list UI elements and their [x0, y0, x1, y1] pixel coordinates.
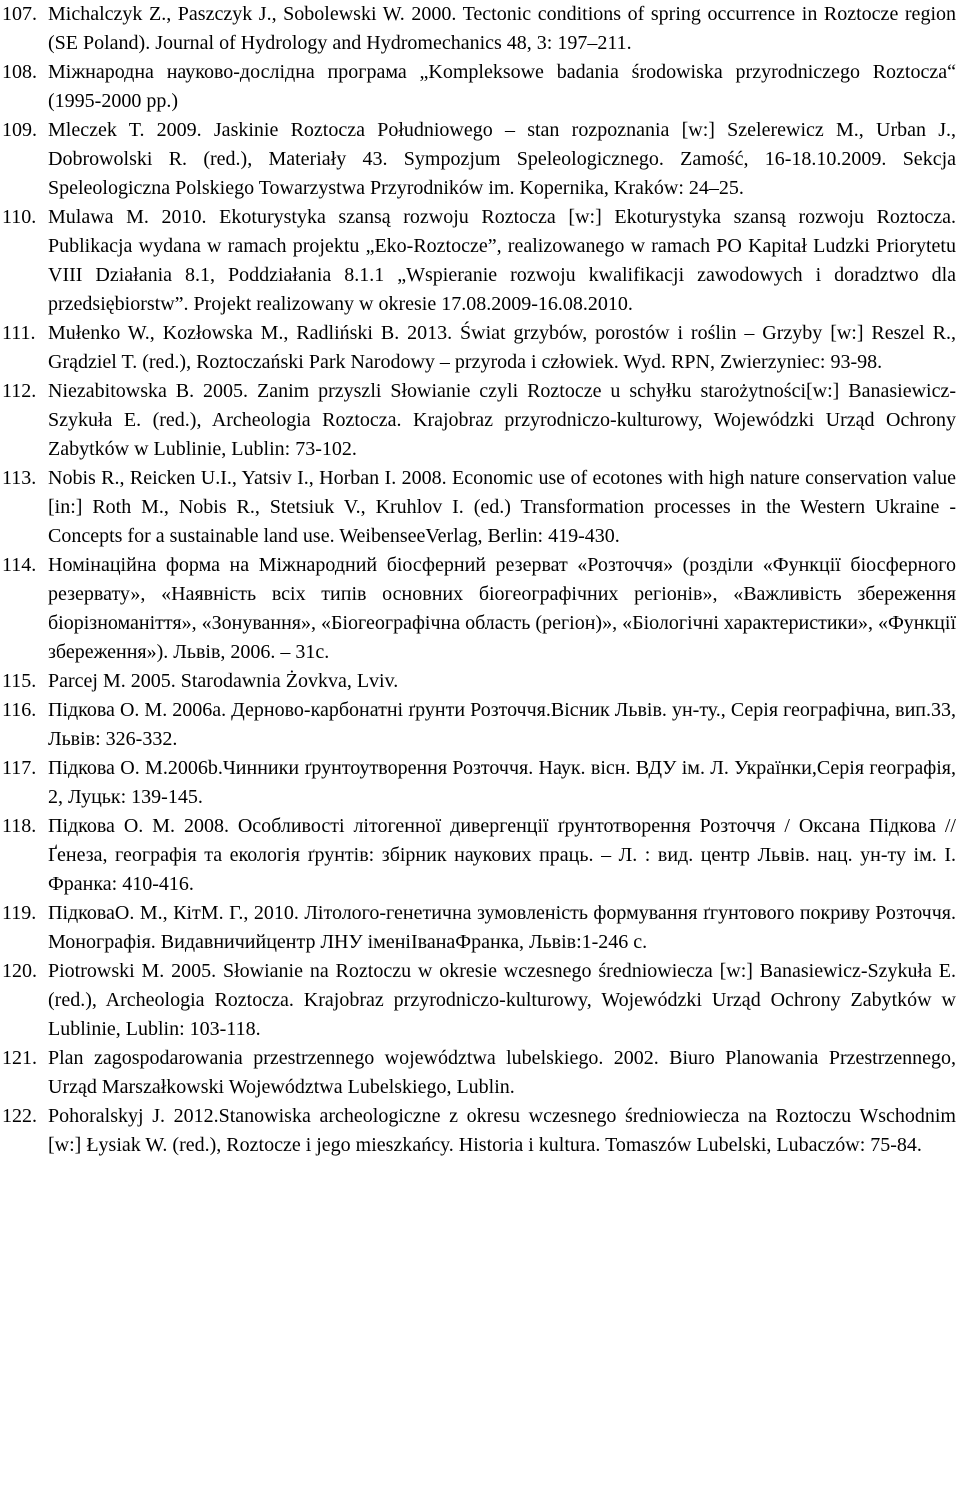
reference-item: [0, 1044, 960, 1102]
reference-text: Plan zagospodarowania przestrzennego województwa lubelskiego. 2002. Biuro Planowania Przestrzennego, Urząd Marszałkowski Województwa Lubelskiego, Lublin.: [48, 1047, 956, 1098]
reference-text: Nobis R., Reicken U.I., Yatsiv I., Horban I. 2008. Economic use of ecotones with high nature conservation value [in:] Roth M., Nobis R., Stetsiuk V., Kruhlov I. (ed.) Transformation processes in the Western Ukraine - Concepts for a sustainable land use. WeibenseeVerlag, Berlin: 419-430.: [48, 467, 956, 547]
reference-item: [0, 812, 960, 899]
reference-item: [0, 551, 960, 667]
reference-item: [0, 58, 960, 116]
reference-number: 110.: [2, 206, 37, 228]
reference-text: Міжнародна науково-дослідна програма „Kompleksowe badania środowiska przyrodniczego Roztocza“ (1995-2000 pp.): [48, 61, 956, 112]
reference-text: Підкова О. М. 2006а. Дерново-карбонатні ґрунти Розточчя.Вісник Львів. ун-ту., Серія географічна, вип.33, Львів: 326-332.: [48, 699, 956, 750]
reference-number: 119.: [2, 902, 37, 924]
reference-number: 115.: [2, 670, 37, 692]
reference-item: [0, 464, 960, 551]
reference-number: 116.: [2, 699, 37, 721]
reference-text: Mułenko W., Kozłowska M., Radliński B. 2013. Świat grzybów, porostów i roślin – Grzyby [w:] Reszel R., Grądziel T. (red.), Roztoczański Park Narodowy – przyroda i człowiek. Wyd. RPN, Zwierzyniec: 93-98.: [48, 322, 956, 373]
reference-text: Підкова О. М.2006b.Чинники ґрунтоутворення Розточчя. Наук. вісн. ВДУ ім. Л. Українки,Серія географія, 2, Луцьк: 139-145.: [48, 757, 956, 808]
reference-item: [0, 1102, 960, 1160]
reference-item: [0, 667, 960, 696]
reference-item: [0, 116, 960, 203]
reference-item: [0, 377, 960, 464]
reference-text: Piotrowski M. 2005. Słowianie na Roztoczu w okresie wczesnego średniowiecza [w:] Banasiewicz-Szykuła E. (red.), Archeologia Roztocza. Krajobraz przyrodniczo-kulturowy, Wojewódzki Urząd Ochrony Zabytków w Lublinie, Lublin: 103-118.: [48, 960, 956, 1040]
reference-item: [0, 754, 960, 812]
reference-number: 113.: [2, 467, 37, 489]
reference-number: 120.: [2, 960, 37, 982]
reference-item: [0, 203, 960, 319]
reference-number: 121.: [2, 1047, 37, 1069]
reference-item: [0, 696, 960, 754]
reference-text: Michalczyk Z., Paszczyk J., Sobolewski W. 2000. Tectonic conditions of spring occurrence in Roztocze region (SE Poland). Journal of Hydrology and Hydromechanics 48, 3: 197–211.: [48, 3, 956, 54]
reference-text: Mleczek T. 2009. Jaskinie Roztocza Południowego – stan rozpoznania [w:] Szelerewicz M., Urban J., Dobrowolski R. (red.), Materiały 43. Sympozjum Speleologicznego. Zamość, 16-18.10.2009. Sekcja Speleologiczna Polskiego Towarzystwa Przyrodników im. Kopernika, Kraków: 24–25.: [48, 119, 956, 199]
reference-number: 114.: [2, 554, 37, 576]
reference-item: [0, 899, 960, 957]
reference-text: Niezabitowska B. 2005. Zanim przyszli Słowianie czyli Roztocze u schyłku starożytności[w:] Banasiewicz-Szykuła E. (red.), Archeologia Roztocza. Krajobraz przyrodniczo-kulturowy, Wojewódzki Urząd Ochrony Zabytków w Lublinie, Lublin: 73-102.: [48, 380, 956, 460]
reference-number: 122.: [2, 1105, 37, 1127]
reference-number: 111.: [2, 322, 36, 344]
reference-text: Pohoralskyj J. 2012.Stanowiska archeologiczne z okresu wczesnego średniowiecza na Roztoczu Wschodnim [w:] Łysiak W. (red.), Roztocze i jego mieszkańcy. Historia i kultura. Tomaszów Lubelski, Lubaczów: 75-84.: [48, 1105, 956, 1156]
reference-item: [0, 0, 960, 58]
reference-text: Підкова О. М. 2008. Особливості літогенної дивергенції ґрунтотворення Розточчя / Оксана Підкова // Ґенеза, географія та екологія ґрунтів: збірник наукових праць. – Л. : вид. центр Львів. нац. ун-ту ім. І. Франка: 410-416.: [48, 815, 956, 895]
reference-text: ПідковаО. М., КітМ. Г., 2010. Літолого-генетична зумовленість формування ґгунтового покриву Розточчя. Монографія. Видавничийцентр ЛНУ іменіІванаФранка, Львів:1-246 с.: [48, 902, 956, 953]
reference-number: 109.: [2, 119, 37, 141]
reference-number: 112.: [2, 380, 37, 402]
reference-item: [0, 319, 960, 377]
reference-text: Parcej M. 2005. Starodawnia Żovkva, Lviv.: [48, 670, 399, 692]
reference-number: 117.: [2, 757, 37, 779]
reference-number: 108.: [2, 61, 37, 83]
reference-item: [0, 957, 960, 1044]
reference-number: 118.: [2, 815, 37, 837]
reference-text: Mulawa M. 2010. Ekoturystyka szansą rozwoju Roztocza [w:] Ekoturystyka szansą rozwoju Roztocza. Publikacja wydana w ramach projektu „Eko-Roztocze”, realizowanego w ramach PO Kapitał Ludzki Priorytetu VIII Działania 8.1, Poddziałania 8.1.1 „Wspieranie rozwoju kwalifikacji zawodowych i doradztwo dla przedsiębiorstw”. Projekt realizowany w okresie 17.08.2009-16.08.2010.: [48, 206, 956, 315]
reference-number: 107.: [2, 3, 37, 25]
reference-text: Номінаційна форма на Міжнародний біосферний резерват «Розточчя» (розділи «Функції біосферного резервату», «Наявність всіх типів основних біогеографічних регіонів», «Важливість збереження біорізноманіття», «Зонування», «Біогеографічна область (регіон)», «Біологічні характеристики», «Функції збереження»). Львів, 2006. – 31с.: [48, 554, 956, 663]
